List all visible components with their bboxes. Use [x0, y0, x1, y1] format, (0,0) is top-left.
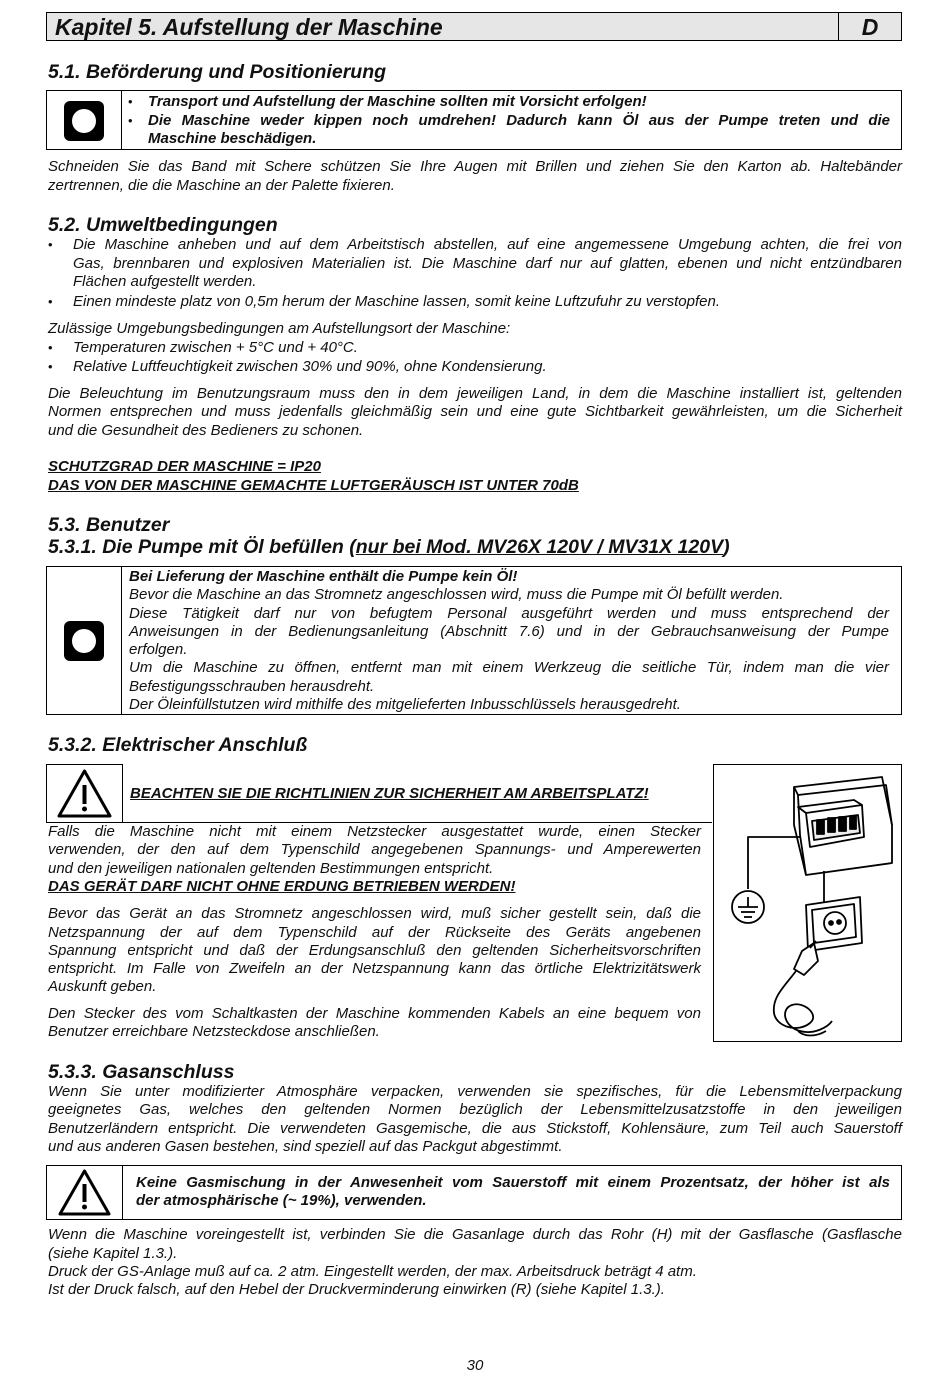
gas-paragraph: Benutzerländern entspricht. Die verwendeten Gasgemische, die aus Stickstoff, Kohlensäure, zum Teil auch Sauerstoff — [48, 1120, 902, 1137]
lighting-paragraph: und die Gesundheit des Bedieners zu schonen. — [48, 422, 364, 439]
heading-text: 5.3.1. Die Pumpe mit Öl befüllen ( — [48, 536, 356, 558]
box-divider — [122, 1166, 123, 1219]
gas-setup-text: Druck der GS-Anlage muß auf ca. 2 atm. Eingestellt werden, der max. Arbeitsdruck beträgt 4 atm. — [48, 1263, 697, 1280]
pump-text: Um die Maschine zu öffnen, entfernt man mit einem Werkzeug die seitliche Tür, indem man die vier — [129, 659, 889, 676]
section-5-1-heading: 5.1. Beförderung und Positionierung — [48, 61, 387, 83]
box-divider — [121, 91, 122, 149]
oxygen-warning-text: Keine Gasmischung in der Anwesenheit vom Sauerstoff mit einem Prozentsatz, der höher ist als — [136, 1174, 890, 1191]
voltage-paragraph: entspricht. Im Falle von Zweifeln an der Netzspannung kann das örtliche Elektrizitätswerk — [48, 960, 701, 977]
transport-warning-box — [46, 90, 902, 150]
electrical-illustration — [714, 765, 901, 1041]
gas-setup-text: (siehe Kapitel 1.3.). — [48, 1245, 178, 1262]
warning-triangle-icon — [47, 765, 122, 822]
bullet-icon: • — [48, 294, 53, 309]
box-divider — [121, 567, 122, 714]
environment-text: Gas, brennbaren und explosiven Materialien ist. Die Maschine darf nur auf glatten, ebenen und nicht entzündbaren — [73, 255, 902, 272]
pump-oil-box — [46, 566, 902, 715]
lighting-paragraph: Die Beleuchtung im Benutzungsraum muss den in dem jeweiligen Land, in dem die Maschine installiert ist, geltenden — [48, 385, 902, 402]
heading-text: ) — [723, 536, 730, 558]
warning-triangle-icon — [47, 1166, 122, 1219]
page-number: 30 — [466, 1357, 484, 1374]
pump-text: Diese Tätigkeit darf nur von befugtem Personal ausgeführt werden und muss entsprechend der — [129, 605, 889, 622]
voltage-paragraph: Netzspannung der auf dem Typenschild auf der Rückseite des Geräts angebenen — [48, 924, 701, 941]
model-note: nur bei Mod. MV26X 120V / MV31X 120V — [355, 536, 724, 558]
pump-text: Der Öleinfüllstutzen wird mithilfe des mitgelieferten Inbusschlüssels herausgedreht. — [129, 696, 681, 713]
unpacking-paragraph: Schneiden Sie das Band mit Schere schützen Sie Ihre Augen mit Brillen und ziehen Sie den Karton ab. Haltebänder — [48, 158, 902, 175]
noise-level: DAS VON DER MASCHINE GEMACHTE LUFTGERÄUSCH IST UNTER 70dB — [48, 477, 579, 494]
section-5-3-heading: 5.3. Benutzer — [48, 514, 170, 536]
gas-paragraph: geeignetes Gas, welches den geltenden Normen bezüglich der Lebensmittelzusatzstoffe in den jeweiligen — [48, 1101, 902, 1118]
conditions-intro: Zulässige Umgebungsbedingungen am Aufstellungsort der Maschine: — [48, 320, 511, 337]
section-5-2-heading: 5.2. Umweltbedingungen — [48, 214, 278, 236]
environment-text: Einen mindeste platz von 0,5m herum der Maschine lassen, somit keine Luftzufuhr zu verstopfen. — [73, 293, 720, 310]
plug-paragraph: Falls die Maschine nicht mit einem Netzstecker ausgestattet wurde, einen Stecker — [48, 823, 701, 840]
gas-setup-text: Wenn die Maschine voreingestellt ist, verbinden Sie die Gasanlage durch das Rohr (H) mit der Gasflasche (Gasflasche — [48, 1226, 902, 1243]
gas-paragraph: Wenn Sie unter modifizierter Atmosphäre verpacken, verwenden sie spezifisches, für die Lebensmittelverpackung — [48, 1083, 902, 1100]
chapter-header — [46, 12, 902, 41]
bullet-icon: • — [48, 359, 53, 374]
voltage-paragraph: Spannung entspricht und daß der Erdungsanschluß den geltenden Sicherheitsvorschriften — [48, 942, 701, 959]
box-item: Die Maschine weder kippen noch umdrehen! Dadurch kann Öl aus der Pumpe treten und die — [148, 112, 890, 129]
protection-class: SCHUTZGRAD DER MASCHINE = IP20 — [48, 458, 321, 475]
lighting-paragraph: Normen entsprechen und muss jedenfalls gleichmäßig sein und eine gute Sichtbarkeit gewährleisten, um die Sicherheit — [48, 403, 902, 420]
oxygen-warning-box — [46, 1165, 902, 1220]
pump-text: erfolgen. — [129, 641, 188, 658]
section-5-3-2-heading: 5.3.2. Elektrischer Anschluß — [48, 734, 308, 756]
gas-setup-text: Ist der Druck falsch, auf den Hebel der Druckverminderung einwirken (R) (siehe Kapitel 1.3.). — [48, 1281, 665, 1298]
warning-icon-box — [46, 764, 123, 823]
bullet-icon: • — [128, 94, 133, 109]
oxygen-warning-text: der atmosphärische (~ 19%), verwenden. — [136, 1192, 427, 1209]
workplace-safety-warning: BEACHTEN SIE DIE RICHTLINIEN ZUR SICHERHEIT AM ARBEITSPLATZ! — [130, 785, 649, 802]
electrical-connection-figure — [713, 764, 902, 1042]
unpacking-paragraph: zertrennen, die die Maschine an der Palette fixieren. — [48, 177, 395, 194]
pump-text: Anweisungen in der Bedienungsanleitung (Abschnitt 7.6) und in der Gebrauchsanweisung der Pumpe — [129, 623, 889, 640]
humidity-condition: Relative Luftfeuchtigkeit zwischen 30% und 90%, ohne Kondensierung. — [73, 358, 547, 375]
pump-text: Bevor die Maschine an das Stromnetz angeschlossen wird, muss die Pumpe mit Öl befüllt werden. — [129, 586, 784, 603]
chapter-title: Kapitel 5. Aufstellung der Maschine — [55, 14, 443, 40]
pump-notice: Bei Lieferung der Maschine enthält die Pumpe kein Öl! — [129, 568, 518, 585]
socket-paragraph: Benutzer erreichbare Netzsteckdose anschließen. — [48, 1023, 380, 1040]
box-item: Transport und Aufstellung der Maschine sollten mit Vorsicht erfolgen! — [148, 93, 647, 110]
pump-text: Befestigungsschrauben herausdreht. — [129, 678, 375, 695]
grounding-warning: DAS GERÄT DARF NICHT OHNE ERDUNG BETRIEBEN WERDEN! — [48, 878, 516, 895]
stop-sign-icon — [64, 101, 104, 141]
plug-paragraph: verwenden, der den auf dem Typenschild angegebenen Spannungs- und Amperewerten — [48, 841, 701, 858]
bullet-icon: • — [48, 237, 53, 252]
temperature-condition: Temperaturen zwischen + 5°C und + 40°C. — [73, 339, 358, 356]
voltage-paragraph: Auskunft geben. — [48, 978, 157, 995]
environment-text: Flächen aufgestellt werden. — [73, 273, 257, 290]
plug-paragraph: und den jeweiligen nationalen geltenden Bestimmungen entspricht. — [48, 860, 494, 877]
bullet-icon: • — [128, 113, 133, 128]
section-5-3-3-heading: 5.3.3. Gasanschluss — [48, 1061, 235, 1083]
stop-sign-icon — [64, 621, 104, 661]
section-5-3-1-heading — [48, 536, 730, 558]
language-code: D — [861, 14, 879, 40]
voltage-paragraph: Bevor das Gerät an das Stromnetz angeschlossen wird, muß sicher gestellt sein, daß die — [48, 905, 701, 922]
gas-paragraph: und aus anderen Gasen bestehen, sind speziell auf das Packgut abgestimmt. — [48, 1138, 563, 1155]
environment-text: Die Maschine anheben und auf dem Arbeitstisch abstellen, auf eine angemessene Umgebung achten, die frei von — [73, 236, 902, 253]
socket-paragraph: Den Stecker des vom Schaltkasten der Maschine kommenden Kabels an eine bequem von — [48, 1005, 701, 1022]
bullet-icon: • — [48, 340, 53, 355]
box-item: Maschine beschädigen. — [148, 130, 317, 147]
